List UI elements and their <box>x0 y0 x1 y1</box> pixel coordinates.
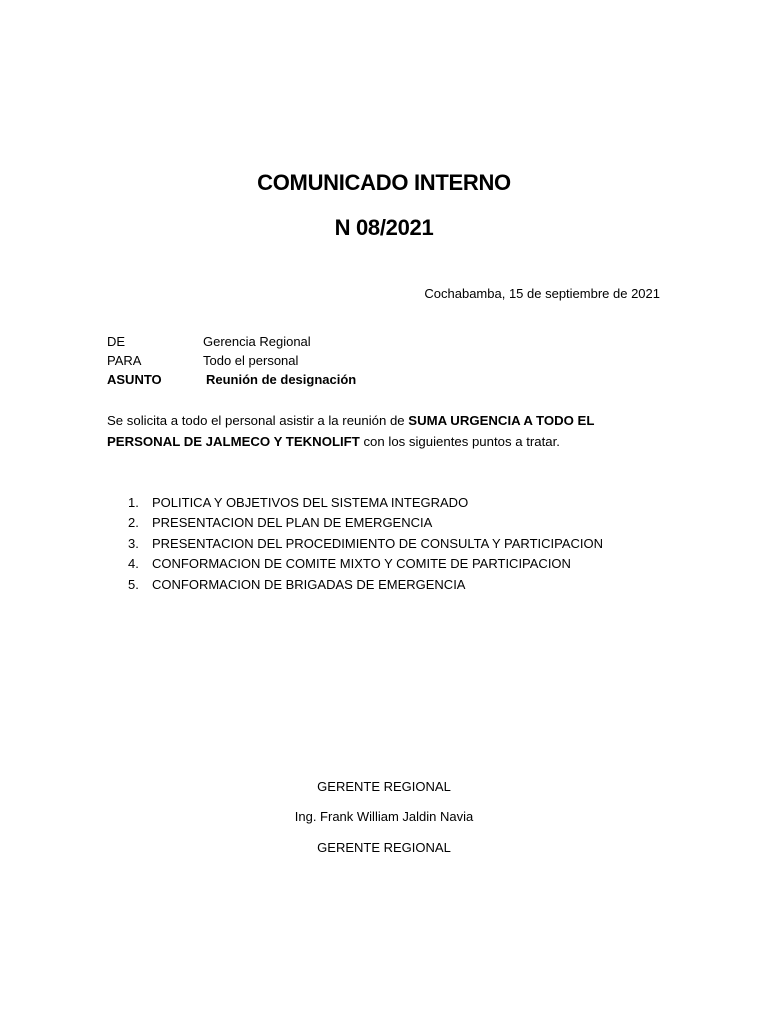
point-number: 2. <box>128 515 139 531</box>
signature-role-bottom: GERENTE REGIONAL <box>317 840 451 855</box>
header-row-de <box>107 334 507 349</box>
de-value: Gerencia Regional <box>203 334 311 349</box>
signature-name: Ing. Frank William Jaldin Navia <box>294 809 474 824</box>
header-row-para <box>107 353 507 368</box>
body-outro: con los siguientes puntos a tratar. <box>359 434 560 449</box>
list-item <box>128 575 603 595</box>
point-number: 5. <box>128 576 139 592</box>
signature-role-top: GERENTE REGIONAL <box>317 779 451 794</box>
de-label: DE <box>107 334 126 349</box>
point-number: 3. <box>128 535 139 551</box>
para-label: PARA <box>107 353 142 368</box>
point-number: 4. <box>128 556 139 572</box>
document-number: N 08/2021 <box>334 215 434 240</box>
points-list <box>128 493 603 595</box>
list-item <box>128 493 603 513</box>
point-text: POLITICA Y OBJETIVOS DEL SISTEMA INTEGRADO <box>152 495 469 510</box>
asunto-label: ASUNTO <box>107 372 162 387</box>
para-value: Todo el personal <box>203 353 299 368</box>
point-text: PRESENTACION DEL PLAN DE EMERGENCIA <box>152 515 433 531</box>
place-date: Cochabamba, 15 de septiembre de 2021 <box>424 286 660 301</box>
body-paragraph <box>107 410 667 452</box>
body-intro: Se solicita a todo el personal asistir a la reunión de <box>107 413 409 428</box>
list-item <box>128 534 603 554</box>
point-number: 1. <box>128 495 139 510</box>
list-item <box>128 554 603 574</box>
list-item <box>128 513 603 533</box>
point-text: CONFORMACION DE COMITE MIXTO Y COMITE DE PARTICIPACION <box>152 556 571 572</box>
asunto-value: Reunión de designación <box>206 372 357 387</box>
body-emphasis: SUMA URGENCIA A TODO EL PERSONAL DE JALMECO Y TEKNOLIFT <box>107 413 595 449</box>
header-row-asunto <box>107 372 507 387</box>
point-text: CONFORMACION DE BRIGADAS DE EMERGENCIA <box>152 576 466 592</box>
point-text: PRESENTACION DEL PROCEDIMIENTO DE CONSULTA Y PARTICIPACION <box>152 535 603 551</box>
document-title: COMUNICADO INTERNO <box>257 170 511 195</box>
